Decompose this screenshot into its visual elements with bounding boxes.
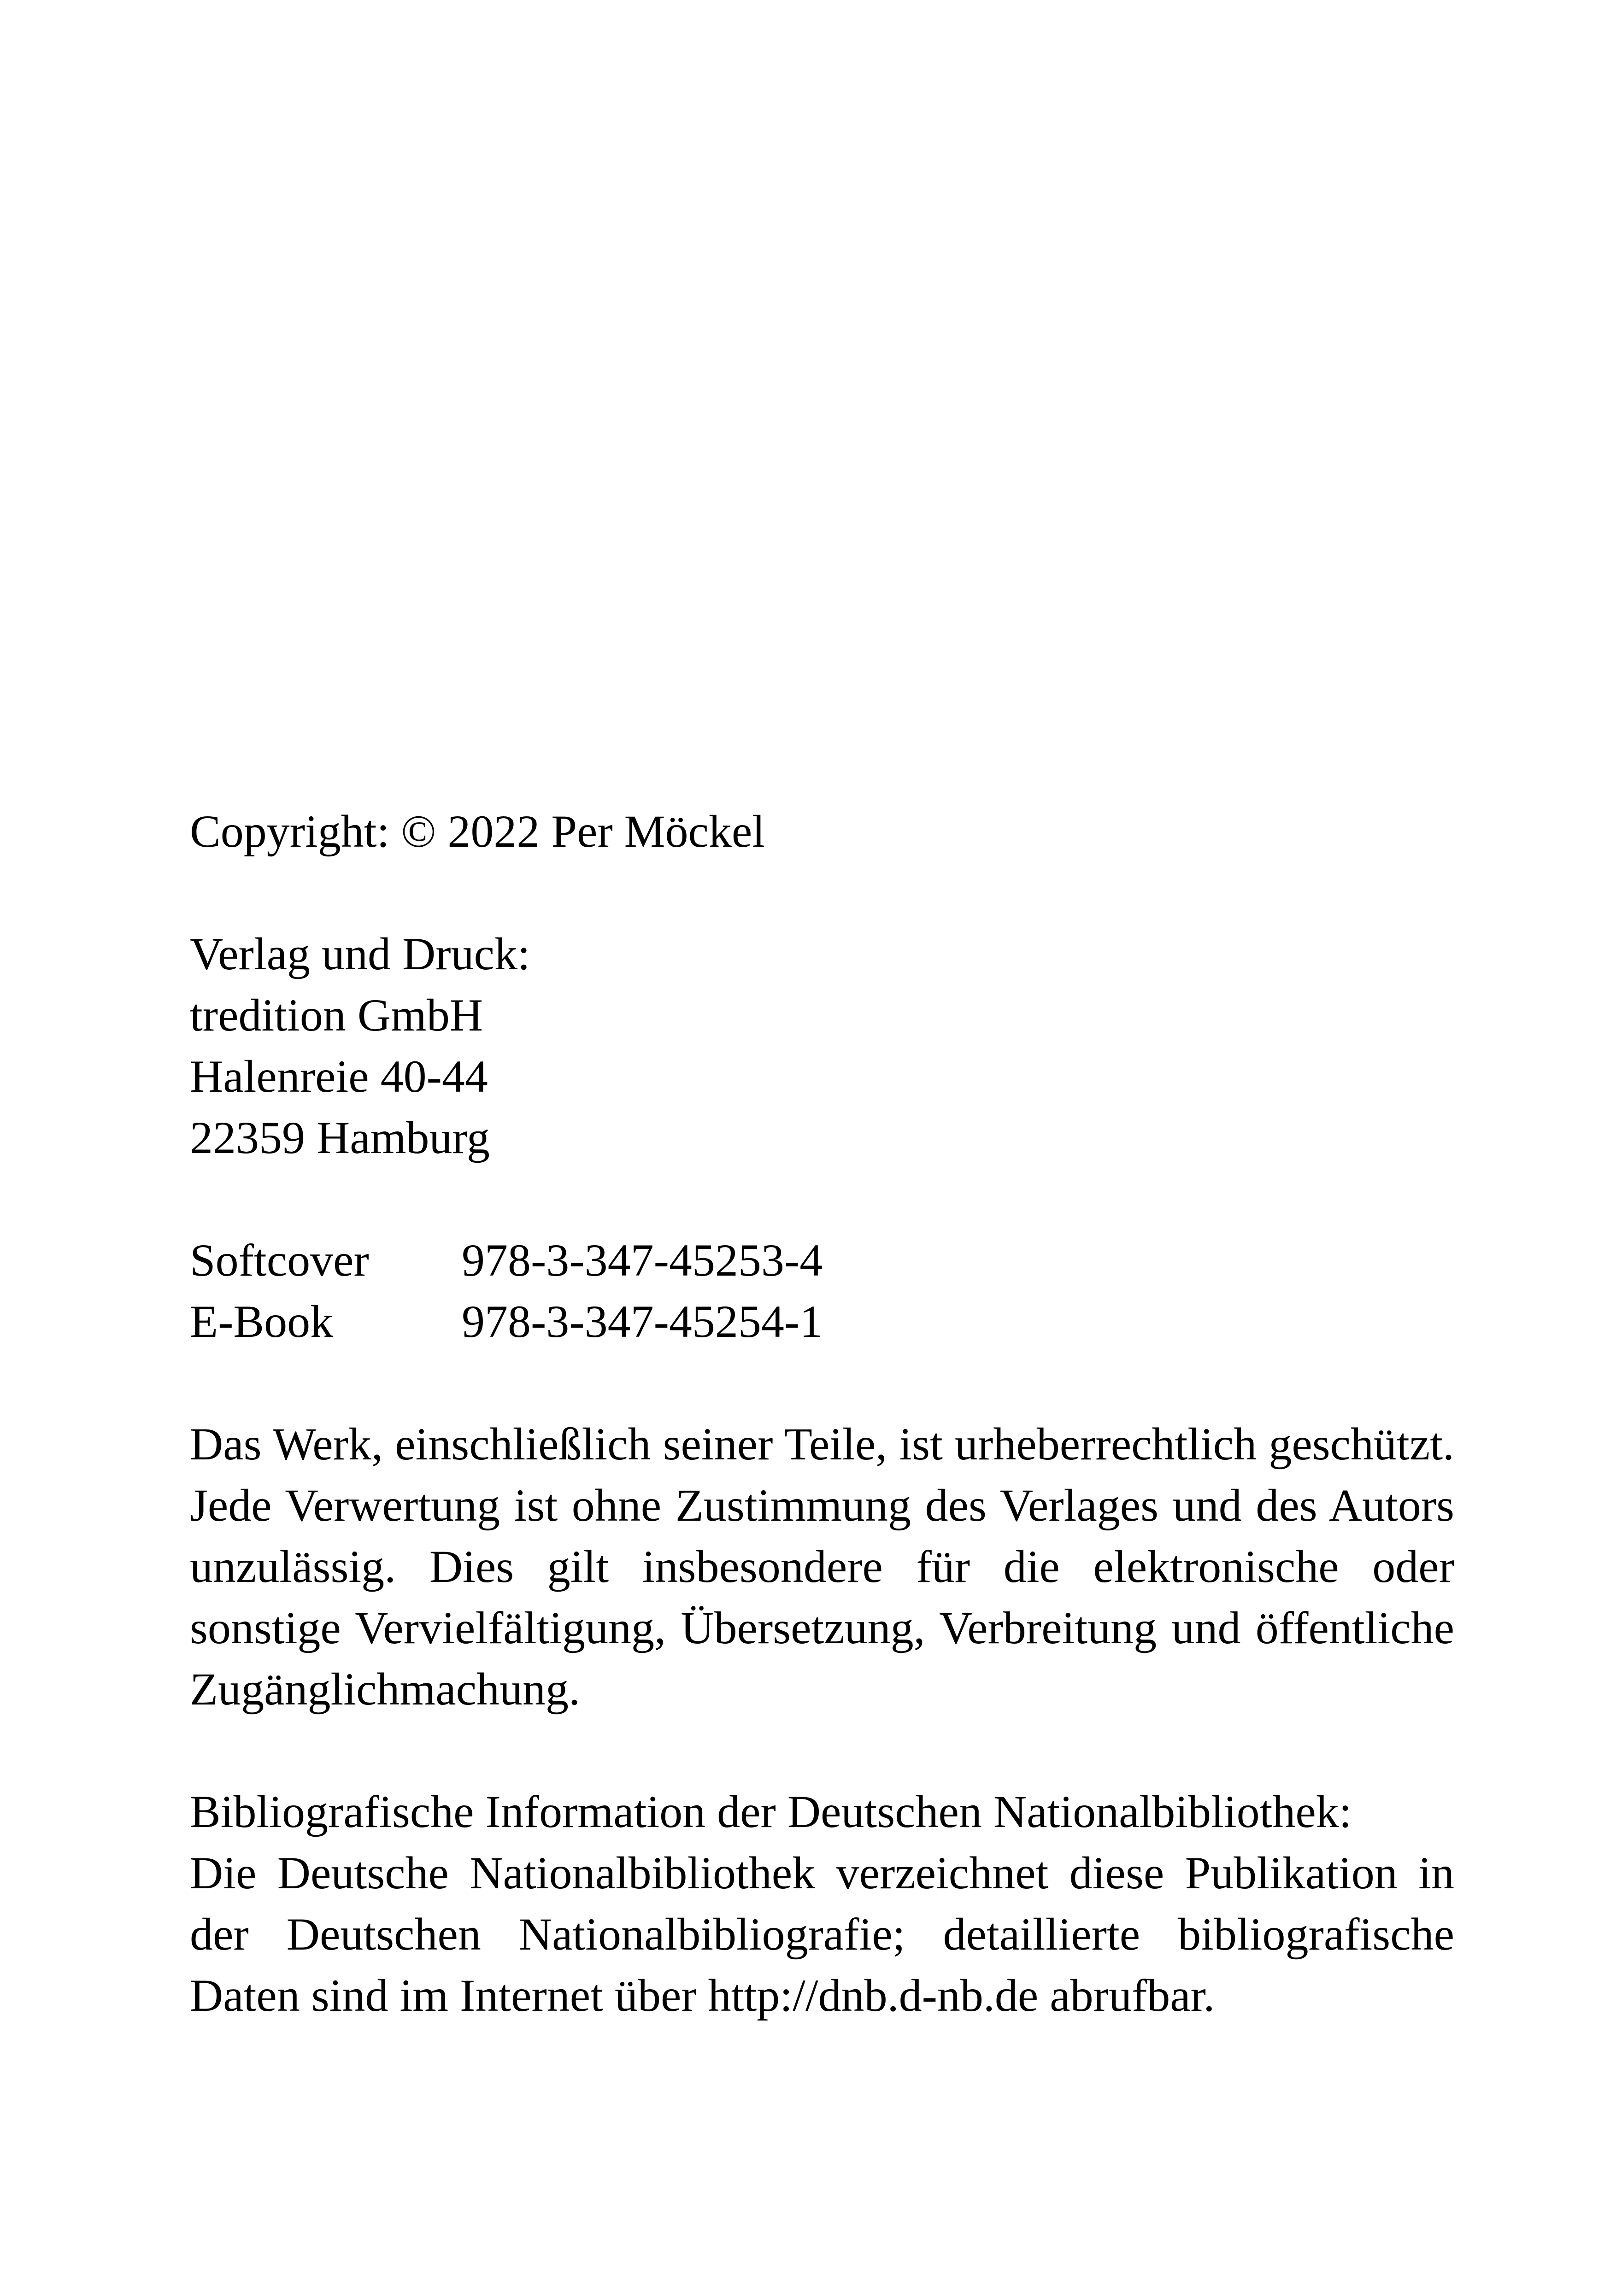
spacer [190,1168,1454,1230]
rights-notice [190,1413,1454,1720]
rights-notice-line: Zugänglichmachung. [190,1663,580,1715]
isbn-number: 978-3-347-45253-4 [462,1235,823,1286]
rights-notice-line: Das Werk, einschließlich seiner Teile, ist urheberrechtlich geschützt. [190,1418,1454,1470]
isbn-row-softcover [190,1230,1454,1291]
bibliographic-line: Daten sind im Internet über http://dnb.d-nb.de abrufbar. [190,1970,1215,2021]
bibliographic-information [190,1781,1454,2026]
bibliographic-heading: Bibliografische Information der Deutschen Nationalbibliothek: [190,1786,1352,1837]
publisher-city: 22359 Hamburg [190,1112,490,1163]
rights-notice-line: unzulässig. Dies gilt insbesondere für die elektronische oder [190,1541,1454,1592]
spacer [190,1720,1454,1781]
imprint-text-block [190,801,1454,2026]
copyright-line: Copyright: © 2022 Per Möckel [190,806,765,857]
isbn-row-ebook [190,1291,1454,1352]
bibliographic-line: der Deutschen Nationalbibliografie; detaillierte bibliografische [190,1909,1454,1960]
publisher-address [190,923,1454,1168]
publisher-name: tredition GmbH [190,990,483,1041]
publisher-street: Halenreie 40-44 [190,1051,488,1102]
spacer [190,862,1454,923]
publisher-heading: Verlag und Druck: [190,928,530,979]
isbn-list [190,1230,1454,1352]
bibliographic-line: Die Deutsche Nationalbibliothek verzeichnet diese Publikation in [190,1847,1454,1898]
isbn-label: Softcover [190,1235,369,1286]
rights-notice-line: Jede Verwertung ist ohne Zustimmung des Verlages und des Autors [190,1480,1454,1531]
spacer [190,1352,1454,1413]
rights-notice-line: sonstige Vervielfältigung, Übersetzung, Verbreitung und öffentliche [190,1602,1454,1653]
isbn-number: 978-3-347-45254-1 [462,1296,823,1347]
isbn-label: E-Book [190,1296,334,1347]
